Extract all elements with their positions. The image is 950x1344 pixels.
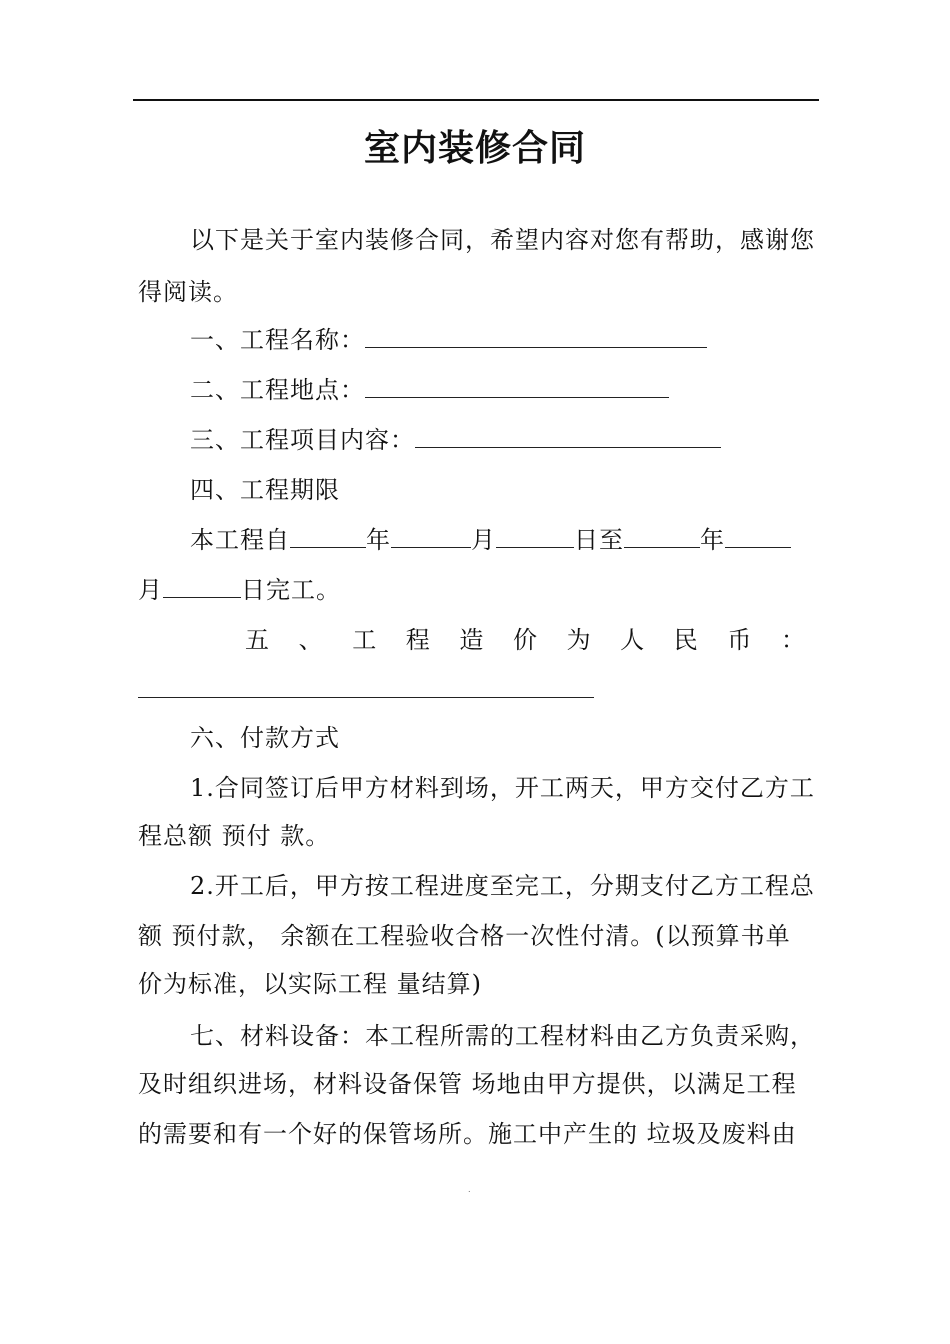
intro-line-1: 以下是关于室内装修合同，希望内容对您有帮助，感谢您 [190,226,815,254]
day-to-label: 日至 [574,526,624,554]
payment-clause-1-line-2: 程总额 预付 款。 [138,822,331,850]
cost-char: 价 [512,626,537,654]
period-end-label: 日完工。 [241,576,341,604]
project-location-row [190,374,669,406]
end-year-blank[interactable] [624,525,700,548]
project-location-blank[interactable] [365,375,669,398]
period-line-2 [138,574,341,606]
materials-line-2: 及时组织进场，材料设备保管 场地由甲方提供，以满足工程 [138,1070,797,1098]
month-label: 月 [471,526,496,554]
cost-char: ： [780,626,805,654]
project-name-blank[interactable] [365,325,707,348]
cost-char: 工 [352,626,377,654]
cost-char: 人 [620,626,645,654]
cost-char: 、 [298,626,323,654]
period-line-1 [190,524,791,556]
top-rule [133,99,819,101]
cost-char: 为 [566,626,591,654]
start-month-blank[interactable] [391,525,471,548]
project-cost-heading [245,624,805,656]
period-start-label: 本工程自 [190,526,290,554]
materials-line-1: 七、材料设备：本工程所需的工程材料由乙方负责采购， [190,1022,815,1050]
year-label: 年 [366,526,391,554]
intro-line-2: 得阅读。 [138,278,238,306]
payment-clause-2-line-3: 价为标准，以实际工程 量结算) [138,970,482,998]
materials-line-3: 的需要和有一个好的保管场所。施工中产生的 垃圾及废料由 [138,1120,797,1148]
end-day-blank[interactable] [163,575,241,598]
start-day-blank[interactable] [496,525,574,548]
project-content-row [190,424,721,456]
project-content-label: 三、工程项目内容： [190,426,415,454]
cost-char: 程 [405,626,430,654]
document-title: 室内装修合同 [363,128,586,169]
payment-clause-2-line-1: 2.开工后，甲方按工程进度至完工，分期支付乙方工程总 [190,872,815,900]
cost-char: 币 [727,626,752,654]
payment-heading: 六、付款方式 [190,724,340,752]
cost-char: 民 [673,626,698,654]
end-month-blank[interactable] [725,525,791,548]
year-label-2: 年 [700,526,725,554]
project-period-heading: 四、工程期限 [190,476,340,504]
project-name-row [190,324,707,356]
cost-char: 造 [459,626,484,654]
project-name-label: 一、工程名称： [190,326,365,354]
cost-char: 五 [245,626,269,654]
project-cost-row [138,674,594,706]
footer-mark: . [468,1185,471,1194]
project-content-blank[interactable] [415,425,721,448]
project-location-label: 二、工程地点： [190,376,365,404]
project-cost-blank[interactable] [138,675,594,698]
payment-clause-1-line-1: 1.合同签订后甲方材料到场，开工两天，甲方交付乙方工 [190,774,815,802]
payment-clause-2-line-2: 额 预付款， 余额在工程验收合格一次性付清。(以预算书单 [138,922,791,950]
start-year-blank[interactable] [290,525,366,548]
month-label-2: 月 [138,576,163,604]
